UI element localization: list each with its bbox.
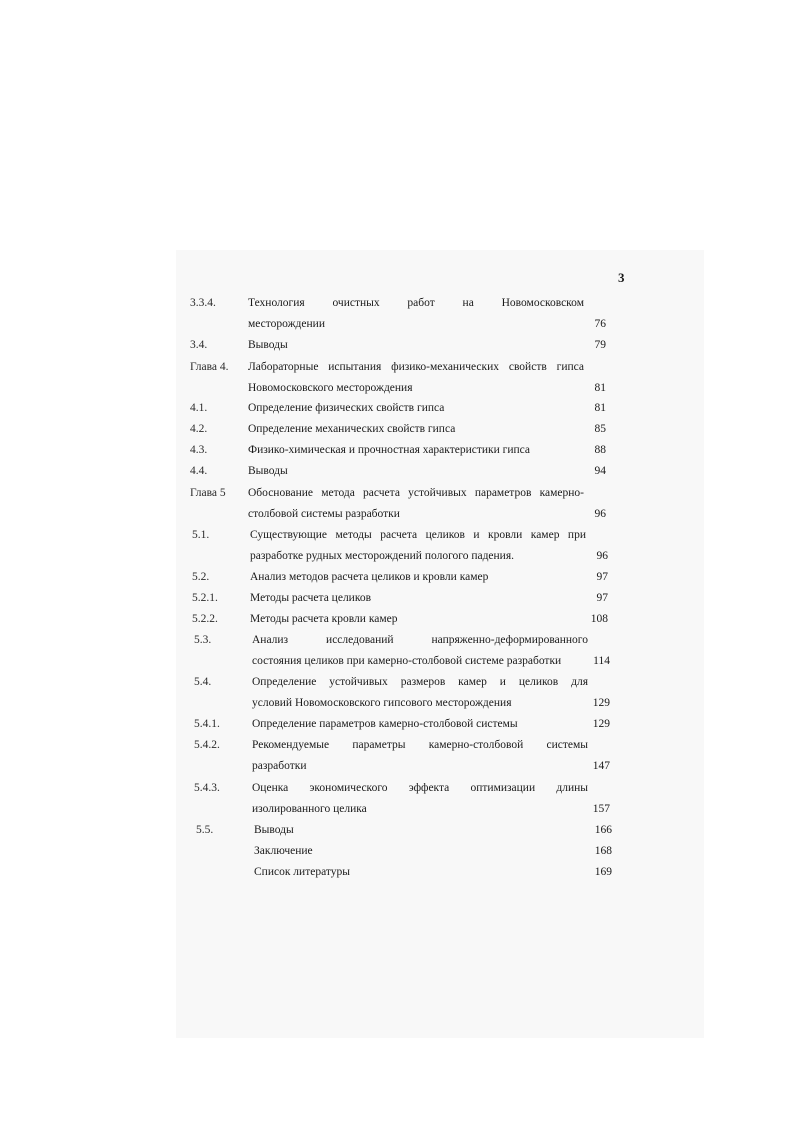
- entry-number: 5.4.: [194, 676, 212, 688]
- entry-page: 96: [596, 550, 608, 562]
- entry-title-line: Выводы: [248, 339, 288, 351]
- entry-page: 88: [594, 444, 606, 456]
- entry-title-line: Рекомендуемые параметры камерно-столбовой системы: [252, 739, 588, 751]
- entry-number: 5.2.1.: [192, 592, 218, 604]
- entry-number: 3.4.: [190, 339, 208, 351]
- entry-title-line: Заключение: [254, 845, 313, 857]
- entry-number: 5.3.: [194, 634, 212, 646]
- entry-number: 4.2.: [190, 423, 208, 435]
- entry-title-line: Новомосковского месторождения: [248, 382, 413, 394]
- entry-title-line: Технология очистных работ на Новомосковском: [248, 297, 584, 309]
- entry-number: 4.3.: [190, 444, 208, 456]
- entry-number: 5.4.3.: [194, 782, 220, 794]
- entry-page: 157: [592, 803, 610, 815]
- entry-number: 5.4.2.: [194, 739, 220, 751]
- entry-title-line: Анализ исследований напряженно-деформированного: [252, 634, 588, 646]
- entry-page: 81: [594, 382, 606, 394]
- entry-title-line: Лабораторные испытания физико-механических свойств гипса: [248, 361, 584, 373]
- entry-page: 76: [594, 318, 606, 330]
- entry-number: 4.1.: [190, 402, 208, 414]
- entry-title-line: Список литературы: [254, 866, 350, 878]
- entry-title-line: условий Новомосковского гипсового месторождения: [252, 697, 512, 709]
- entry-number: 5.2.: [192, 571, 210, 583]
- entry-title-line: Анализ методов расчета целиков и кровли камер: [250, 571, 489, 583]
- entry-number: 3.3.4.: [190, 297, 216, 309]
- entry-number: 5.5.: [196, 824, 214, 836]
- entry-title-line: месторождении: [248, 318, 325, 330]
- entry-title-line: Определение механических свойств гипса: [248, 423, 456, 435]
- entry-page: 114: [593, 655, 610, 667]
- page-number: 3: [618, 270, 625, 285]
- entry-page: 97: [596, 571, 608, 583]
- entry-page: 79: [594, 339, 606, 351]
- entry-page: 85: [594, 423, 606, 435]
- entry-page: 166: [594, 824, 612, 836]
- entry-title-line: разработке рудных месторождений пологого падения.: [250, 550, 515, 562]
- entry-title-line: столбовой системы разработки: [248, 508, 400, 520]
- entry-title-line: Определение физических свойств гипса: [248, 402, 445, 414]
- entry-number: 4.4.: [190, 465, 208, 477]
- entry-title-line: Выводы: [248, 465, 288, 477]
- entry-number: Глава 5: [190, 487, 226, 499]
- entry-page: 81: [594, 402, 606, 414]
- entry-number: 5.4.1.: [194, 718, 220, 730]
- entry-title-line: Определение параметров камерно-столбовой системы: [252, 718, 518, 730]
- entry-page: 94: [594, 465, 606, 477]
- entry-title-line: изолированного целика: [252, 803, 367, 815]
- entry-page: 108: [590, 613, 608, 625]
- entry-title-line: Методы расчета кровли камер: [250, 613, 398, 625]
- entry-page: 168: [594, 845, 612, 857]
- entry-page: 169: [594, 866, 612, 878]
- entry-title-line: Определение устойчивых размеров камер и целиков для: [252, 676, 588, 688]
- entry-page: 97: [596, 592, 608, 604]
- entry-page: 129: [592, 718, 610, 730]
- entry-number: Глава 4.: [190, 361, 229, 373]
- entry-title-line: состояния целиков при камерно-столбовой системе разработки: [252, 655, 562, 667]
- entry-page: 96: [594, 508, 606, 520]
- entry-title-line: разработки: [252, 760, 307, 772]
- entry-title-line: Оценка экономического эффекта оптимизации длины: [252, 782, 588, 794]
- entry-number: 5.1.: [192, 529, 210, 541]
- entry-title-line: Методы расчета целиков: [250, 592, 372, 604]
- entry-page: 129: [592, 697, 610, 709]
- entry-number: 5.2.2.: [192, 613, 218, 625]
- entry-title-line: Существующие методы расчета целиков и кровли камер при: [250, 529, 586, 541]
- entry-title-line: Обоснование метода расчета устойчивых параметров камерно-: [248, 487, 584, 499]
- entry-title-line: Физико-химическая и прочностная характеристики гипса: [248, 444, 531, 456]
- entry-title-line: Выводы: [254, 824, 294, 836]
- entry-page: 147: [592, 760, 610, 772]
